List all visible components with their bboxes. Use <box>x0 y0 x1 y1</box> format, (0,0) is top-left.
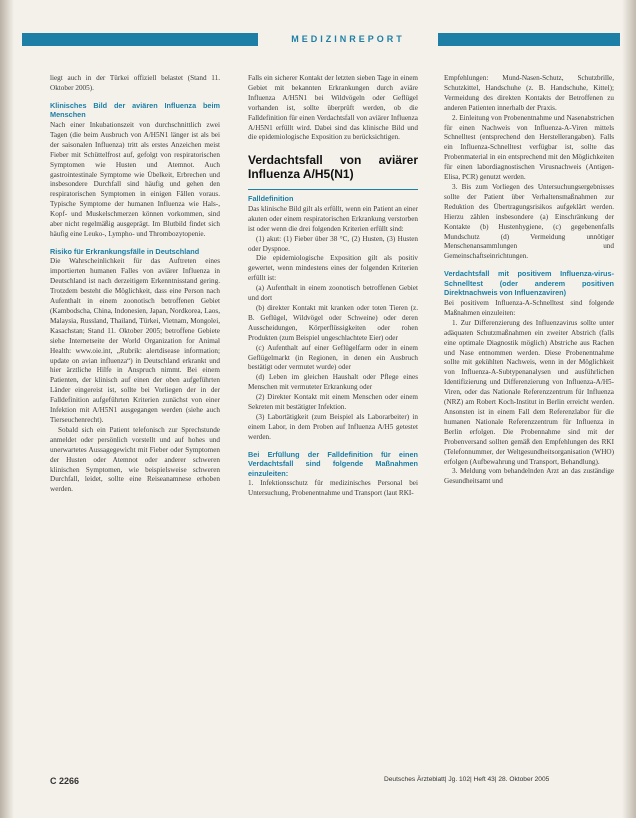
paragraph: (d) Leben im gleichen Haushalt oder Pflege eines Menschen mit vermuteter Erkrankung oder <box>248 373 418 392</box>
paragraph: (2) Direkter Kontakt mit einem Menschen oder einem Sekreten mit bestätigter Infektion. <box>248 393 418 412</box>
paragraph: liegt auch in der Türkei offiziell belastet (Stand 11. Oktober 2005). <box>50 74 220 92</box>
subheading-positive-test: Verdachtsfall mit positivem Influenza-virus-Schnelltest (oder anderem positiven Direktnachweis von Influenzaviren) <box>444 269 614 298</box>
paragraph: (1) akut: (1) Fieber über 38 °C, (2) Husten, (3) Husten oder Dyspnoe. <box>248 234 418 253</box>
journal-citation: Deutsches Ärzteblatt| Jg. 102| Heft 43| 28. Oktober 2005 <box>384 776 550 783</box>
paragraph: 3. Bis zum Vorliegen des Untersuchungsergebnisses sollte der Patient über Verhaltensmaßnahmen zur Reduktion des Übertragungsrisikos aufgeklärt werden. Hierzu zählen insbesondere (a) Einschränkung der Kontakte (b) Hustenhygiene, (c) gegebenenfalls Mundschutz (d) Vermeidung unnötiger Menschenansammlungen und Gemeinschaftseinrichtungen. <box>444 182 614 261</box>
paragraph: 2. Einleitung von Probenentnahme und Nasenabstrichen für einen Nachweis von Influenza-A-Viren mittels Schnelltest (entsprechend den Herstellerangaben). Falls ein Influenza-Schnelltest verfügbar ist, sollte das Probenmaterial in ein entsprechend mit den Möglichkeiten für einen labordiagnostischen Virusnachweis (Antigen-Elisa, PCR) genutzt werden. <box>444 113 614 182</box>
paragraph: 1. Zur Differenzierung des Influenzavirus sollte unter adäquaten Schutzmaßnahmen ein zweiter Abstrich (falls eine optimale Diagnostik möglich) Abstriche aus Rachen und Nase entnommen werden. Diese Probenentnahme sollte mit gekühlten Nachweis, wenn in der Möglichkeit von Influenza-A-Subtypenanalysen und ausführlichen Identifizierung und Differenzierung von Influenza-A/H5-Viren, oder das Nationale Referenzzentrum für Influenza (NRZ) am Robert Koch-Institut in Berlin erreicht werden. Ansonsten ist in einem Fall dem Referenzlabor für die humanen Nationale Referenzzentrum für Influenza in Berlin erfolgen. Die Probennahme sind mit der Probenversand sollten gemäß den Empfehlungen des RKI (Telefonnummer, der Weltgesundheitsorganisation (WHO) erfolgen (Aufbewahrung und Transport, Behandlung). <box>444 318 614 466</box>
paragraph: 1. Infektionsschutz für medizinisches Personal bei Untersuchung, Probenentnahme und Transport (laut RKI- <box>248 479 418 498</box>
paragraph: Die Wahrscheinlichkeit für das Auftreten eines importierten humanen Falles von aviärer Influenza in Deutschland ist nach derzeitigem Erkenntnisstand gering. Trotzdem besteht die Möglichkeit, dass eine Person nach Aufenthalt in einem zoonotisch betroffenen Gebiet (Kambodscha, China, Indonesien, Japan, Nordkorea, Laos, Malaysia, Russland, Thailand, Türkei, Vietnam, Mongolei, Kasachstan; Stand 11. Oktober 2005; betroffene Gebiete siehe Internetseite der World Organization for Animal Health: www.oie.int, „Rubrik: alertdisease information; update on avian influenza“) in Deutschland erkrankt und hier ärztliche Hilfe in Anspruch nimmt. Bei einem Patienten, der klinisch auf einen der oben aufgeführten Länder eingereist ist, sollte bei Vorliegen der in der Falldefinition aufgeführten Kriterien zunächst von einer Infektion mit A/H5N1 ausgegangen werden (siehe auch Tierseuchenrecht). <box>50 257 220 424</box>
subheading-risk-germany: Risiko für Erkrankungsfälle in Deutschland <box>50 246 200 256</box>
column-1 <box>50 74 220 495</box>
subheading-measures: Bei Erfüllung der Falldefinition für einen Verdachtsfall sind folgende Maßnahmen einzuleiten: <box>248 449 418 478</box>
paragraph: Empfehlungen: Mund-Nasen-Schutz, Schutzbrille, Schutzkittel, Handschuhe (z. B. Handschuhe, Kittel); Vermeidung des direkten Kontakts der Betroffenen zu anderen Patienten innerhalb der Praxis. <box>444 74 614 112</box>
page-left-shadow <box>0 0 14 818</box>
section-title-suspected-case: Verdachtsfall von aviärer Influenza A/H5(N1) <box>248 153 418 182</box>
paragraph: Falls ein sicherer Kontakt der letzten sieben Tage in einem Gebiet mit bekannten Erkrankungen durch aviäre Influenza A/H5N1 bei Wildvögeln oder Geflügel vorhanden ist, sollte überprüft werden, ob die Falldefinition für einen Verdachtsfall von aviärer Influenza A/H5N1 erfüllt wird. Dabei sind das klinische Bild und die epidemiologische Exposition zu berücksichtigen. <box>248 74 418 142</box>
column-3 <box>444 74 614 487</box>
paragraph: Bei positivem Influenza-A-Schnelltest sind folgende Maßnahmen einzuleiten: <box>444 299 614 317</box>
case-definition-box <box>248 189 418 442</box>
subheading-case-definition: Falldefinition <box>248 194 294 204</box>
paragraph: Die epidemiologische Exposition gilt als positiv gewertet, wenn mindestens eines der folgenden Kriterien erfüllt ist: <box>248 254 418 283</box>
subheading-clinical-picture: Klinisches Bild der aviären Influenza beim Menschen <box>50 100 220 120</box>
paragraph: Nach einer Inkubationszeit von durchschnittlich zwei Tagen (die beim Ausbruch von A/H5N1 länger ist als bei der saisonalen Influenza) tritt als erstes Anzeichen meist Fieber mit Schüttelfrost auf, gefolgt von respiratorischen Symptomen wie Husten und Atemnot. Auch gastrointestinale Symptome wie Übelkeit, Erbrechen und insbesondere Durchfall sind häufig und gehen den respiratorischen Symptomen in einigen Fällen voraus. Typische Symptome der humanen Influenza wie Hals-, Kopf- und Muskelschmerzen können vorkommen, sind aber nicht regelmäßig ausgeprägt. Im Blutbild findet sich häufig eine Leuko-, Lympho- und Thrombozytopenie. <box>50 121 220 238</box>
paragraph: 3. Meldung vom behandelnden Arzt an das zuständige Gesundheitsamt und <box>444 467 614 486</box>
paragraph: (b) direkter Kontakt mit kranken oder toten Tieren (z. B. Geflügel, Wildvögel oder Schweine) oder deren Ausscheidungen, Körperflüssigkeiten oder rohen Produkten (zum Beispiel ungeschlachtete Eier) oder <box>248 304 418 342</box>
page-number: C 2266 <box>50 776 80 786</box>
paragraph: (3) Labortätigkeit (zum Beispiel als Laborarbeiter) in einem Labor, in dem Proben auf Influenza A/H5 getestet werden. <box>248 412 418 441</box>
section-header-label: MEDIZINREPORT <box>258 33 438 46</box>
column-2 <box>248 74 418 499</box>
paragraph: Das klinische Bild gilt als erfüllt, wenn ein Patient an einer akuten oder einem respiratorischen Erkrankung verstorben ist oder wenn die drei folgenden Kriterien erfüllt sind: <box>248 204 418 233</box>
paragraph: Sobald sich ein Patient telefonisch zur Sprechstunde anmeldet oder persönlich vorstellt und auf hohes und unerwartetes Aussagegewicht mit Fieber oder Symptomen der Husten oder Atemnot oder anderer schweren klinischen Symptomen, wie beispielsweise schweren Durchfall, leidet, sollte eine Reiseanamnese erhoben werden. <box>50 425 220 494</box>
page-right-shadow <box>622 0 636 818</box>
paragraph: (a) Aufenthalt in einem zoonotisch betroffenen Gebiet und dort <box>248 284 418 303</box>
paragraph: (c) Aufenthalt auf einer Geflügelfarm oder in einem Geflügelmarkt (in Regionen, in denen ein Ausbruch bestätigt oder vermutet wurde) oder <box>248 343 418 372</box>
